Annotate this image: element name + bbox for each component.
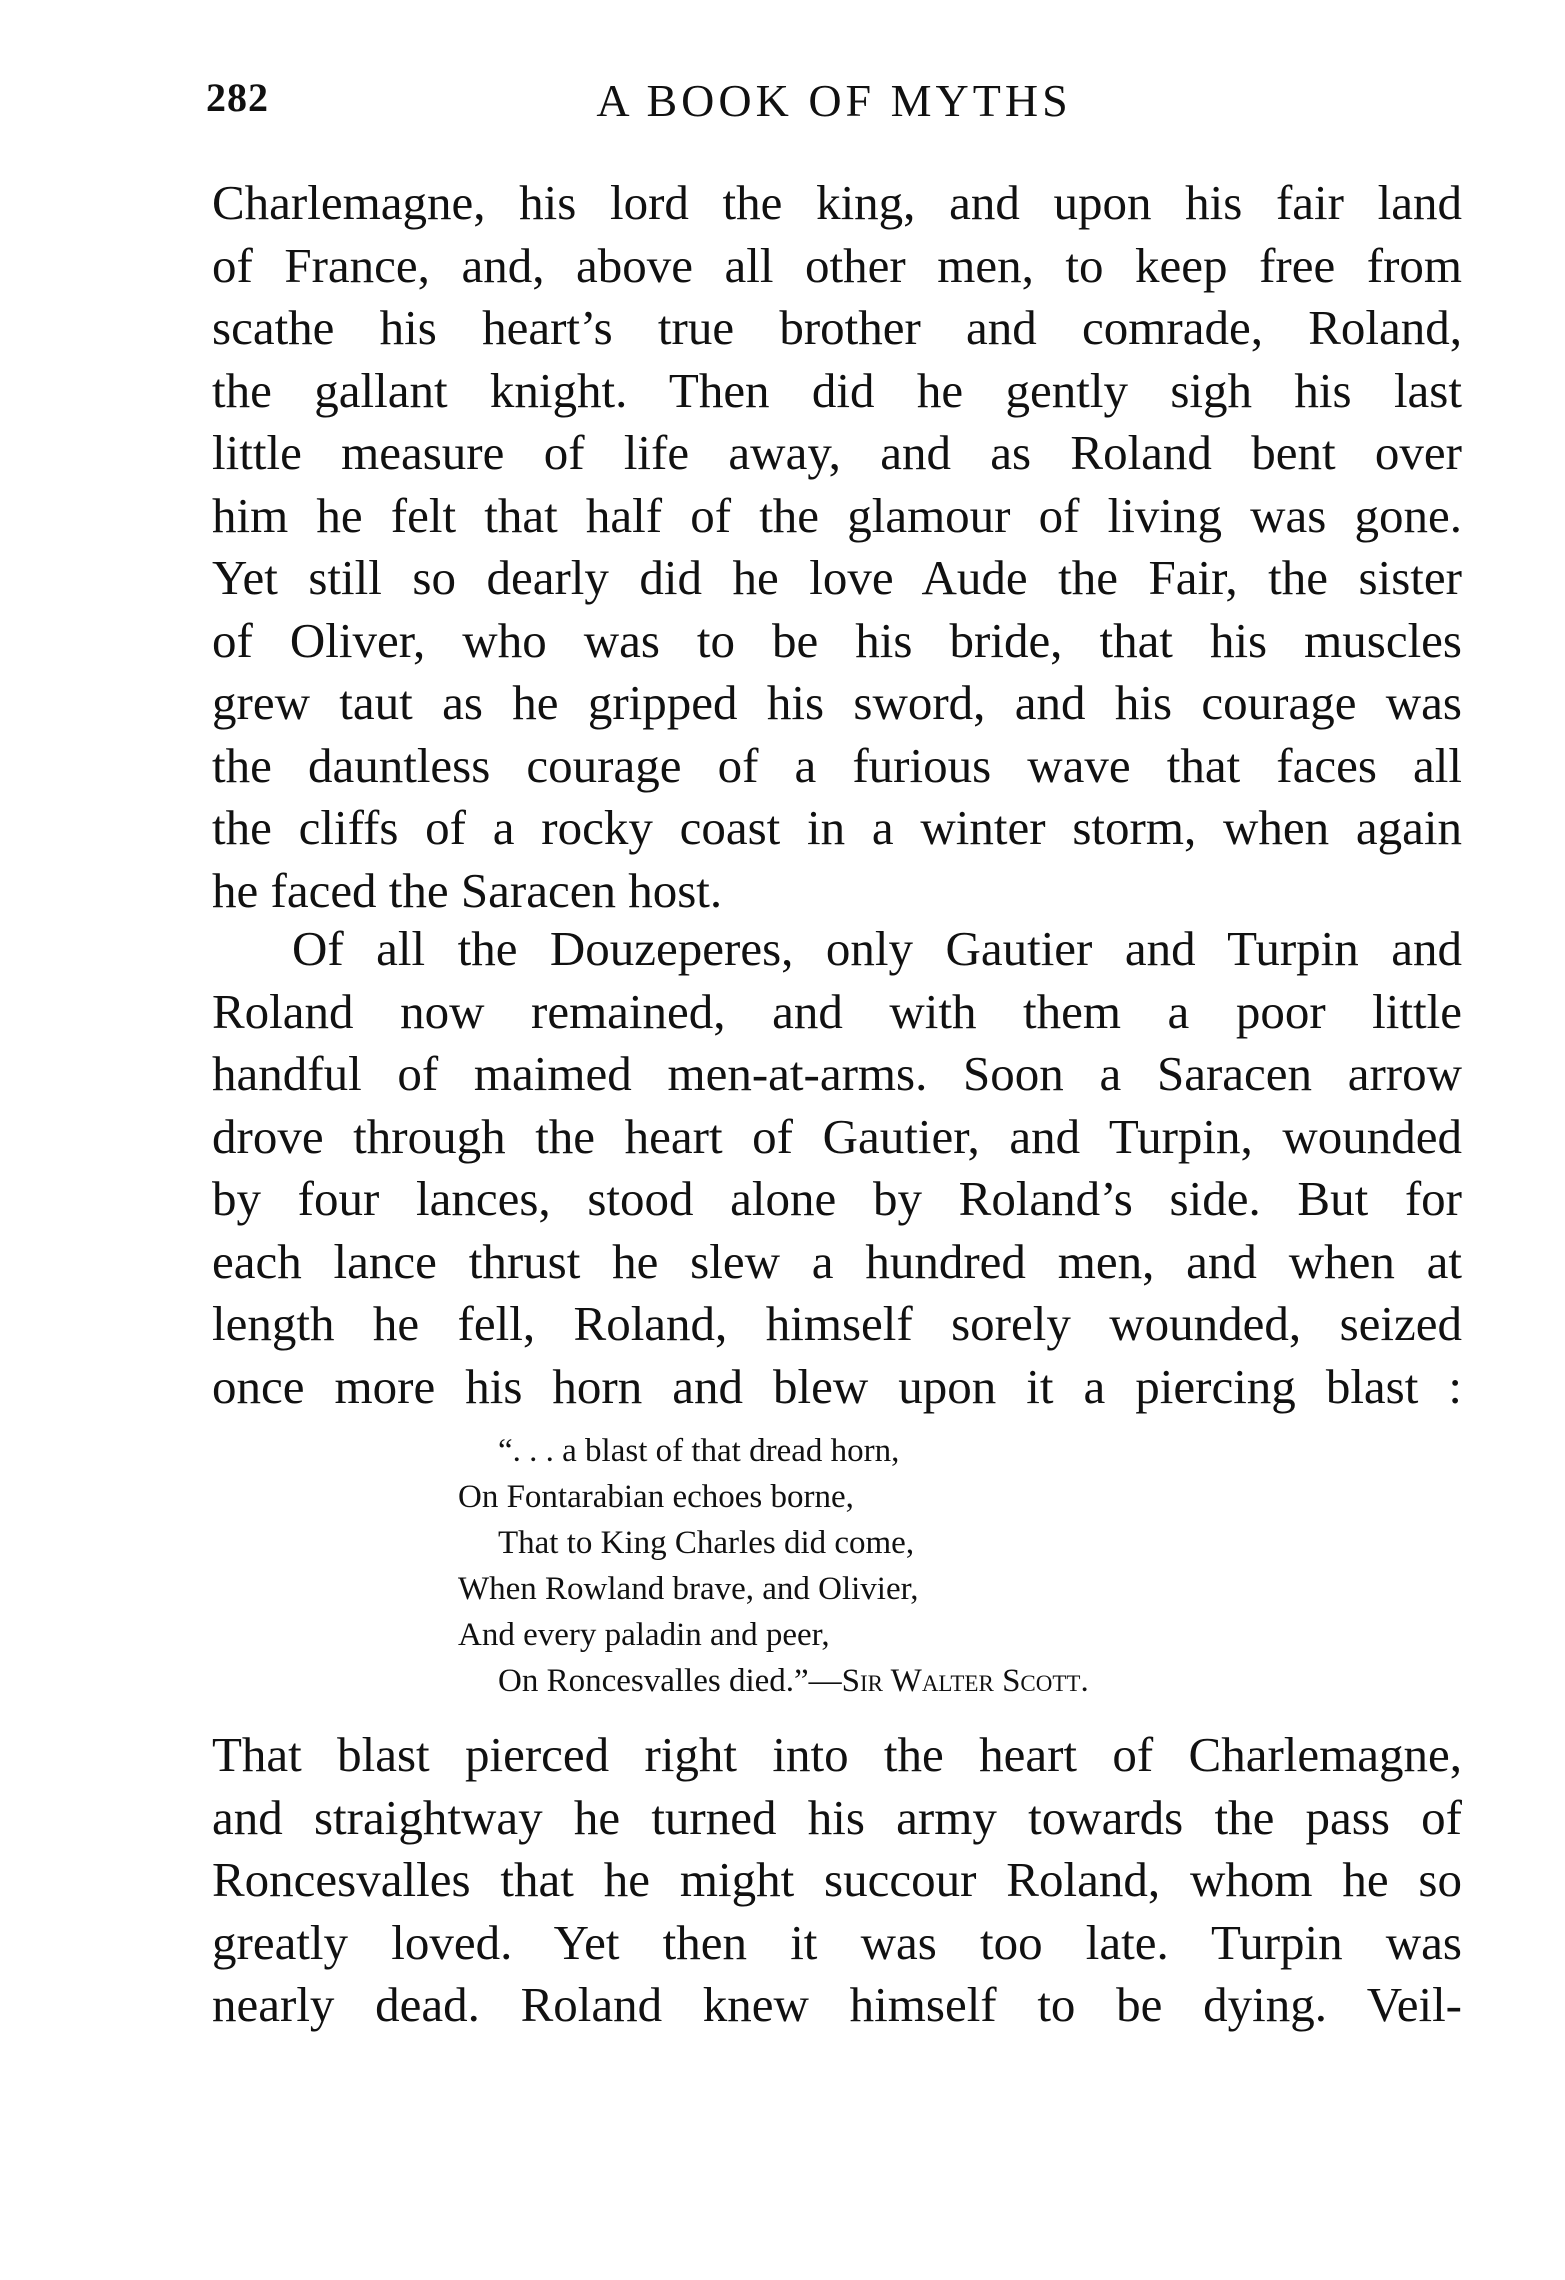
paragraph-1	[212, 172, 1462, 922]
verse-line-final	[458, 1658, 1358, 1704]
text-line: Of all the Douzeperes, only Gautier and Turpin and	[292, 921, 1462, 976]
page-number: 282	[206, 75, 269, 120]
paragraph-3	[212, 1724, 1462, 2037]
text-line: That blast pierced right into the heart of Charlemagne,	[212, 1727, 1462, 1782]
text-line: Roland now remained, and with them a poor little	[212, 983, 1462, 1039]
text-line: the cliffs of a rocky coast in a winter storm, when again	[212, 800, 1462, 855]
text-line: of France, and, above all other men, to keep free from	[212, 237, 1462, 293]
verse-line: And every paladin and peer,	[458, 1617, 830, 1653]
verse-line: That to King Charles did come,	[498, 1525, 915, 1561]
verse-line: When Rowland brave, and Olivier,	[458, 1571, 919, 1607]
paragraph-2	[212, 918, 1462, 1418]
text-line: and straightway he turned his army towards the pass of	[212, 1789, 1462, 1845]
text-line: scathe his heart’s true brother and comrade, Roland,	[212, 300, 1462, 355]
text-line: of Oliver, who was to be his bride, that his muscles	[212, 612, 1462, 668]
verse-quotation	[458, 1428, 1358, 1704]
page-header	[206, 74, 1462, 134]
text-line: Yet still so dearly did he love Aude the Fair, the sister	[212, 550, 1462, 605]
text-line: handful of maimed men-at-arms. Soon a Saracen arrow	[212, 1046, 1462, 1101]
text-line: little measure of life away, and as Roland bent over	[212, 425, 1462, 480]
verse-attribution: Sir Walter Scott.	[841, 1663, 1089, 1699]
text-line: him he felt that half of the glamour of living was gone.	[212, 487, 1462, 543]
text-line: each lance thrust he slew a hundred men, and when at	[212, 1233, 1462, 1289]
text-line: greatly loved. Yet then it was too late. Turpin was	[212, 1914, 1462, 1970]
text-line: once more his horn and blew upon it a piercing blast :	[212, 1358, 1462, 1414]
text-line: nearly dead. Roland knew himself to be dying. Veil-	[212, 1977, 1462, 2032]
text-line: by four lances, stood alone by Roland’s side. But for	[212, 1171, 1462, 1226]
verse-line: On Roncesvalles died.”—	[498, 1663, 842, 1699]
verse-line: On Fontarabian echoes borne,	[458, 1479, 854, 1515]
verse-line: “. . . a blast of that dread horn,	[498, 1433, 900, 1469]
text-line: length he fell, Roland, himself sorely wounded, seized	[212, 1296, 1462, 1351]
running-title: A BOOK OF MYTHS	[596, 75, 1072, 126]
text-line: the dauntless courage of a furious wave that faces all	[212, 737, 1462, 793]
text-line: he faced the Saracen host.	[212, 862, 723, 918]
text-line: the gallant knight. Then did he gently sigh his last	[212, 362, 1462, 418]
text-line: drove through the heart of Gautier, and Turpin, wounded	[212, 1108, 1462, 1164]
text-line: Roncesvalles that he might succour Roland, whom he so	[212, 1852, 1462, 1907]
text-line: Charlemagne, his lord the king, and upon his fair land	[212, 175, 1462, 230]
text-line: grew taut as he gripped his sword, and his courage was	[212, 675, 1462, 730]
